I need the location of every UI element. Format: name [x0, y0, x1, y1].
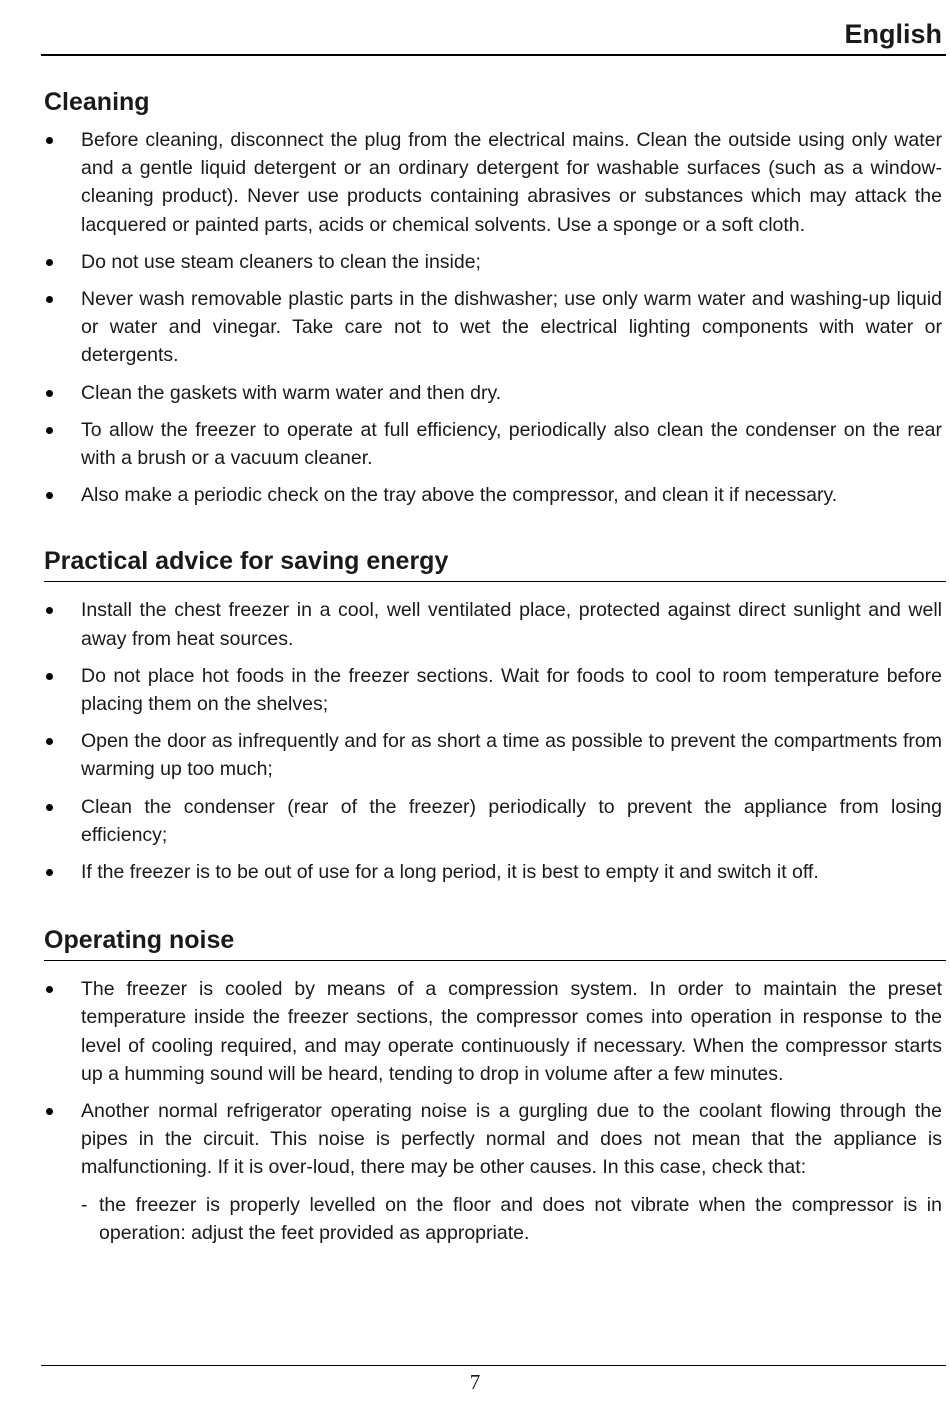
section-title-energy: Practical advice for saving energy: [44, 543, 946, 582]
bullet-icon: [46, 607, 53, 614]
list-item-text: Do not place hot foods in the freezer sections. Wait for foods to cool to room temperature before placing them on the shelves;: [81, 664, 942, 716]
list-item: [44, 1097, 942, 1182]
cleaning-list: [44, 126, 942, 509]
bullet-icon: [46, 738, 53, 745]
list-item-text: To allow the freezer to operate at full efficiency, periodically also clean the condenser on the rear with a brush or a vacuum cleaner.: [81, 418, 942, 470]
page-content: [44, 84, 942, 1247]
bullet-icon: [46, 259, 53, 266]
list-item-text: The freezer is cooled by means of a compression system. In order to maintain the preset temperature inside the freezer sections, the compressor comes into operation in response to the level of cooling required, and may operate continuously if necessary. When the compressor starts up a humming sound will be heard, tending to drop in volume after a few minutes.: [81, 978, 942, 1085]
bullet-icon: [46, 986, 53, 993]
section-title-noise: Operating noise: [44, 922, 946, 961]
dash-icon: -: [81, 1193, 88, 1216]
bullet-icon: [46, 390, 53, 397]
list-item-text: Install the chest freezer in a cool, well ventilated place, protected against direct sunlight and well away from heat sources.: [81, 599, 942, 650]
bullet-icon: [46, 804, 53, 811]
energy-list: [44, 596, 942, 886]
list-item: [44, 727, 942, 783]
language-label: English: [844, 19, 942, 49]
section-energy: [44, 543, 942, 886]
list-item-text: Clean the condenser (rear of the freezer) periodically to prevent the appliance from losing efficiency;: [81, 795, 942, 846]
bullet-icon: [46, 137, 53, 144]
section-title-cleaning: Cleaning: [44, 88, 150, 116]
bullet-icon: [46, 492, 53, 499]
header-rule: [41, 54, 946, 56]
bullet-icon: [46, 427, 53, 434]
list-item: [44, 285, 942, 370]
list-item-text: Never wash removable plastic parts in the dishwasher; use only warm water and washing-up liquid or water and vinegar. Take care not to wet the electrical lighting components with water or detergents.: [81, 288, 942, 367]
list-item: [44, 975, 942, 1088]
noise-list: [44, 975, 942, 1181]
section-noise: [44, 922, 942, 1247]
list-item: [44, 416, 942, 472]
list-item-text: Clean the gaskets with warm water and then dry.: [81, 381, 502, 404]
list-item: [44, 662, 942, 718]
list-item: [44, 858, 942, 886]
section-cleaning: [44, 84, 942, 509]
bullet-icon: [46, 673, 53, 680]
bullet-icon: [46, 1108, 53, 1115]
list-item: [44, 481, 942, 509]
list-item: [44, 126, 942, 239]
sub-list-item-text: the freezer is properly levelled on the floor and does not vibrate when the compressor is in operation: adjust the feet provided as appropriate.: [99, 1193, 942, 1244]
page-number: 7: [469, 1370, 481, 1394]
list-item-text: If the freezer is to be out of use for a long period, it is best to empty it and switch it off.: [81, 861, 819, 884]
list-item: [44, 596, 942, 652]
list-item-text: Also make a periodic check on the tray above the compressor, and clean it if necessary.: [81, 484, 838, 507]
footer-rule: [41, 1365, 946, 1366]
list-item-text: Open the door as infrequently and for as short a time as possible to prevent the compartments from warming up too much;: [81, 730, 942, 781]
bullet-icon: [46, 869, 53, 876]
list-item-text: Do not use steam cleaners to clean the inside;: [81, 250, 481, 273]
list-item-text: Before cleaning, disconnect the plug from the electrical mains. Clean the outside using only water and a gentle liquid detergent or an ordinary detergent for washable surfaces (such as a window-cleaning product). Never use products containing abrasives or substances which may attack the lacquered or painted parts, acids or chemical solvents. Use a sponge or a soft cloth.: [81, 129, 942, 236]
list-item: [44, 793, 942, 849]
list-item-text: Another normal refrigerator operating noise is a gurgling due to the coolant flowing through the pipes in the circuit. This noise is perfectly normal and does not mean that the appliance is malfunctioning. If it is over-loud, there may be other causes. In this case, check that:: [81, 1100, 942, 1179]
sub-list-item: [44, 1191, 942, 1247]
list-item: [44, 379, 942, 407]
list-item: [44, 248, 942, 276]
bullet-icon: [46, 296, 53, 303]
